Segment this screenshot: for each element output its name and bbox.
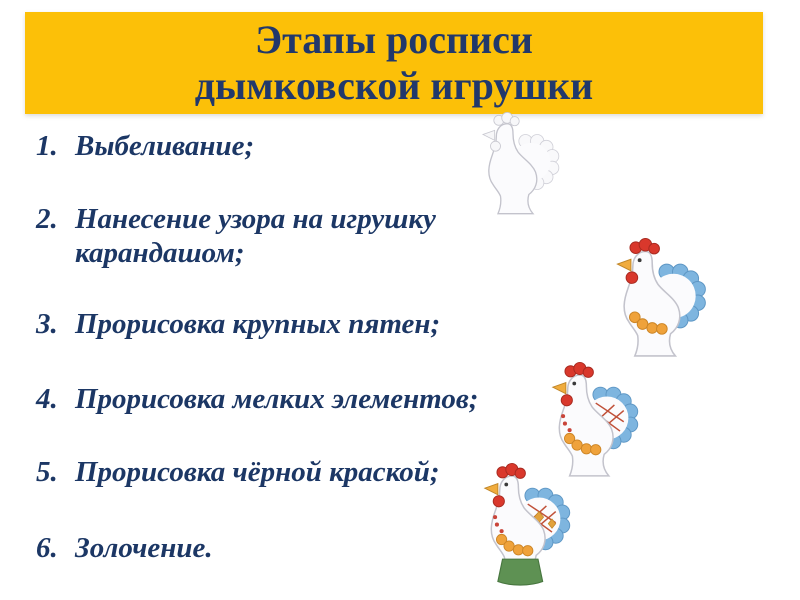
rooster-unpainted-icon — [468, 112, 568, 229]
step-number: 2. — [36, 203, 58, 235]
step-text: Нанесение узора на игрушку карандашом; — [75, 203, 436, 269]
step-item-5 — [36, 455, 505, 489]
rooster-wattle — [626, 272, 638, 284]
step-item-6 — [36, 531, 505, 565]
step-text: Прорисовка крупных пятен; — [75, 308, 441, 340]
rooster-beak — [617, 259, 631, 271]
rooster-wattle — [491, 141, 501, 151]
step-number: 6. — [36, 532, 58, 564]
rooster-eye — [638, 258, 642, 262]
rooster-wattle — [493, 496, 504, 507]
step-number: 3. — [36, 308, 58, 340]
step-text: Прорисовка чёрной краской; — [75, 456, 440, 488]
rooster-wattle — [561, 395, 572, 406]
rooster-base — [498, 559, 543, 585]
rooster-beak — [483, 130, 495, 140]
rooster-large-spots-icon — [600, 238, 716, 373]
rooster-finished-green-base-icon — [468, 463, 580, 594]
step-number: 4. — [36, 383, 58, 415]
rooster-beak — [553, 383, 566, 394]
step-item-3 — [36, 307, 505, 341]
slide-title-banner — [25, 12, 763, 114]
step-number: 5. — [36, 456, 58, 488]
rooster-beak — [485, 484, 498, 495]
step-item-1 — [36, 129, 505, 163]
rooster-eye — [504, 483, 508, 487]
step-text: Выбеливание; — [75, 130, 255, 162]
step-text: Золочение. — [75, 532, 213, 564]
step-number: 1. — [36, 130, 58, 162]
rooster-eye — [572, 382, 576, 386]
step-item-4 — [36, 382, 505, 416]
slide-title-line1: Этапы росписи — [255, 17, 533, 62]
slide-title-line2: дымковской игрушки — [194, 63, 594, 108]
step-item-2 — [36, 202, 505, 270]
step-text: Прорисовка мелких элементов; — [75, 383, 479, 415]
